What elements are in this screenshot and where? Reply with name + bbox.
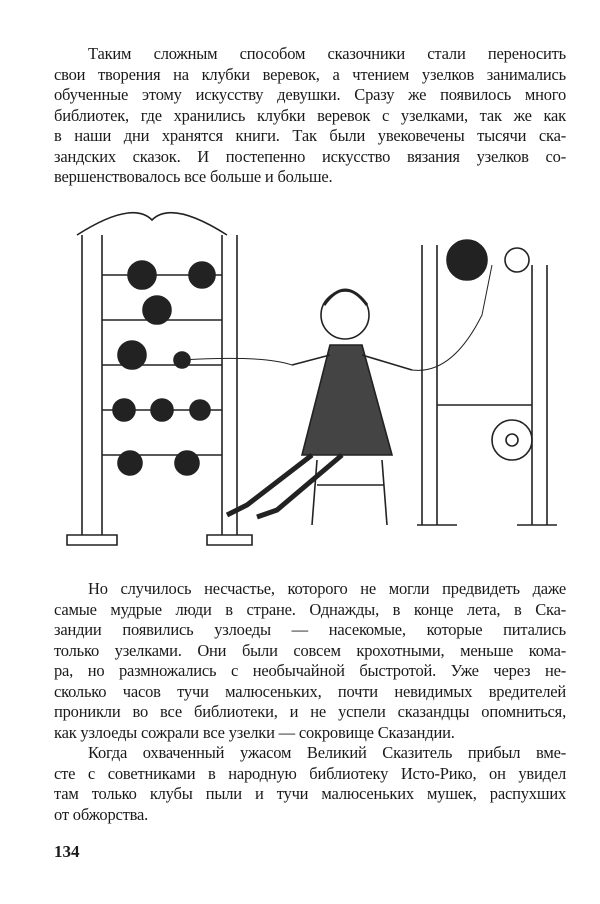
text-line: вершенствовалось все больше и больше. [54, 167, 333, 186]
text-line: как узлоеды сожрали все узелки — сокровище Сказандии. [54, 722, 455, 742]
spool-rack [67, 213, 252, 545]
text-line: от обжорства. [54, 804, 149, 824]
text-line: зандии появились узлоеды — насекомые, которые питались [54, 620, 566, 639]
page-number: 134 [54, 842, 80, 861]
text-line: самые мудрые люди в стране. Однажды, в конце лета, в Ска- [54, 599, 566, 619]
text-line: ра, но размножались с необычайной быстротой. Уже через не- [54, 661, 566, 680]
paragraph-1 [54, 44, 566, 188]
text-line: только узелками. Они были совсем крохотными, меньше кома- [54, 640, 566, 660]
text-line: там только клубы пыли и тучи малюсеньких мушек, распухших [54, 784, 566, 803]
text-line: сколько часов тучи малюсеньких, почти невидимых вредителей [54, 681, 566, 701]
text-line: библиотек, где хранились клубки веревок с узелками, так же как [54, 105, 566, 125]
paragraph-2 [54, 579, 566, 825]
text-line: в наши дни хранятся книги. Так были увековечены тысячи ска- [54, 126, 566, 145]
text-line: обученные этому искусству девушки. Сразу же появилось много [54, 85, 566, 104]
girl-figure [227, 290, 412, 525]
text-line: свои творения на клубки веревок, а чтением узелков занимались [54, 64, 566, 84]
text-line: Но случилось несчастье, которого не могли предвидеть даже [88, 579, 566, 598]
text-line: Таким сложным способом сказочники стали переносить [88, 44, 566, 63]
text-line: проникли во все библиотеки, и не успели сказандцы опомниться, [54, 702, 566, 721]
illustration-girl-with-knot-spools [62, 205, 567, 560]
text-line: сте с советниками в народную библиотеку Исто-Рико, он увидел [54, 763, 566, 783]
text-line: Когда охваченный ужасом Великий Сказитель прибыл вме- [88, 743, 566, 762]
text-line: зандских сказок. И постепенно искусство вязания узелков со- [54, 146, 566, 166]
spinning-wheel [417, 240, 557, 525]
